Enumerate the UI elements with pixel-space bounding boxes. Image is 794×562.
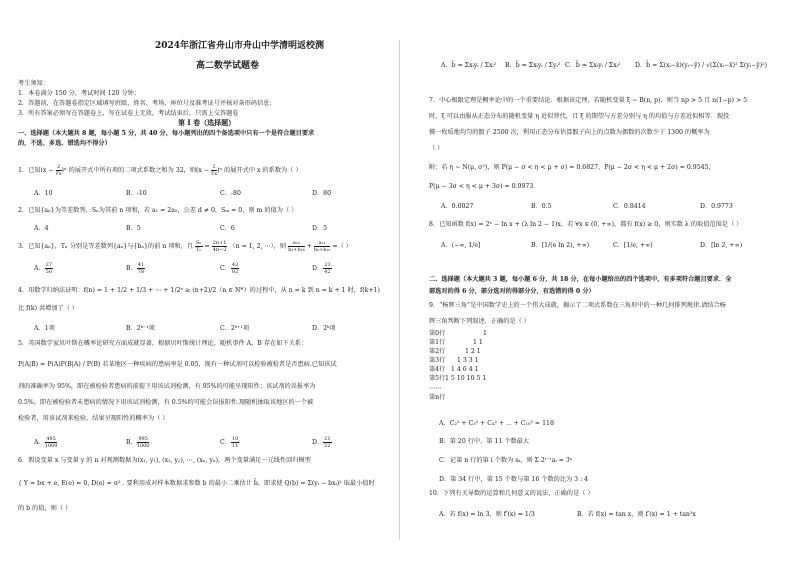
q2-option-d: D．5 xyxy=(312,225,328,232)
q3-option-c: C． $\frac{43}{82}$ xyxy=(220,262,239,275)
notice-item-1: 1．本卷满分 150 分，考试时间 120 分钟； xyxy=(18,90,141,97)
q5-option-a: A． $\frac{495}{1000}$ xyxy=(34,436,58,449)
page-subtitle: 高二数学试题卷 xyxy=(196,61,260,71)
q5-line-5: 检验者，用该试剂来检验，结果呈现阳性的概率为（ ） xyxy=(18,415,169,422)
q5-option-c: C． $\frac{10}{11}$ xyxy=(220,436,239,449)
row-label-5: 第5行 xyxy=(429,375,446,382)
row-label-n: 第n行 xyxy=(429,394,446,401)
q2-option-c: C．6 xyxy=(220,225,235,232)
notice-item-3: 3．所有答案必须写在答题卷上，写在试卷上无效，考试结束后，只需上交答题卷 xyxy=(18,110,239,117)
q1-option-a: A．10 xyxy=(34,190,53,197)
part-title: 第 I 卷（选择题） xyxy=(178,118,236,127)
row-ellipsis: ⋯⋯ xyxy=(429,385,442,392)
q9-line-1: 9．“杨辉三角”是中国数学史上的一个伟大成就，揭示了二项式系数在三角形中的一种几何排列规律.请结合杨 xyxy=(429,302,726,309)
section2-heading-2: 部选对的得 6 分，部分选对的得部分分，有选错的得 0 分） xyxy=(429,288,595,295)
q6-line-1: 6．假设变量 x 与变量 y 的 n 对观测数据为(x₁, y₁), (x₂, y₂), ⋯, (xₙ, yₙ)，两个变量满足一元线性回归模型 xyxy=(18,457,311,464)
q9-line-2: 辉三角判断下列叙述，正确的是（ ） xyxy=(429,318,530,325)
q8-option-c: C．[1/e, +∞) xyxy=(613,242,653,249)
q10-stem: 10．下列有关导数的运算和几何意义的说法，正确的是（ ） xyxy=(429,490,594,497)
q9-option-a: A．C₂² + C₃² + C₄² + ⋯ + C₁₀² = 118 xyxy=(439,420,554,427)
q6-option-b: B．b̂ = Σxᵢyᵢ / Σyᵢ² xyxy=(505,62,561,69)
triangle-row-3: 1 3 3 1 xyxy=(457,357,479,364)
q4-stem-line2: 比 f(k) 共增加了（ ） xyxy=(18,305,79,312)
q3-option-a: A． $\frac{27}{50}$ xyxy=(34,262,53,275)
left-column xyxy=(0,0,395,562)
q6-option-c: C．b̂ = Σxᵢyᵢ / Σxᵢ² xyxy=(565,62,621,69)
triangle-row-1: 1 1 xyxy=(473,339,483,346)
triangle-row-5: 1 5 10 10 5 1 xyxy=(445,375,487,382)
right-column xyxy=(405,0,794,562)
q7-option-a: A．0.0027 xyxy=(441,203,474,210)
q7-option-d: D．0.9773 xyxy=(700,203,733,210)
q1-option-d: D．80 xyxy=(312,190,332,197)
q9-option-b: B．第 20 行中，第 11 个数最大 xyxy=(439,438,530,445)
q8-stem: 8．已知函数 f(x) = 2ˣ − ln x + (λ ln 2 − 1)x，若 ∀x ∈ (0, +∞)，都有 f(x) ≥ 0，则实数 λ 的取值范围是（ ） xyxy=(429,221,743,228)
column-divider xyxy=(399,40,400,540)
q6-option-d: D．b̂ = Σ(xᵢ−x̄)(yᵢ−ȳ) / √(Σ(xᵢ−x̄)² Σ(yᵢ−ȳ)²) xyxy=(635,62,768,69)
q4-option-d: D．2ᵏ项 xyxy=(312,325,336,332)
q7-note-1: 附：若 η ~ N(μ, σ²)，则 P(μ − σ < η < μ + σ) ≈ 0.6827，P(μ − 2σ < η < μ + 2σ) ≈ 0.9545， xyxy=(429,164,715,171)
q9-option-d: D．第 34 行中，第 15 个数与第 16 个数的比为 3 : 4 xyxy=(439,476,589,483)
row-label-2: 第2行 xyxy=(429,348,446,355)
q7-option-b: B．0.5 xyxy=(531,203,552,210)
q10-option-a: A．若 f(x) = ln 3，则 f′(x) = 1/3 xyxy=(439,511,535,518)
q6-line-3: 的 b 的值，则（ ） xyxy=(18,505,72,512)
notice-heading: 考生须知： xyxy=(18,80,49,87)
q2-stem: 2．已知{aₙ}为等差数列，Sₙ为其前 n 项和，若 a₁ = 2a₅，公差 d ≠ 0，Sₘ = 0，则 m 的值为（ ） xyxy=(18,207,298,214)
q7-line-4: （ ） xyxy=(429,145,444,152)
q8-option-d: D．[ln 2, +∞) xyxy=(700,242,743,249)
q7-note-2: P(μ − 3σ < η < μ + 3σ) ≈ 0.9973． xyxy=(429,183,540,190)
q1-stem: 1．已知(x − $\frac{2}{∛x}$ )ⁿ 的展开式中所有项的二项式系数之和为 32，则(x − $\frac{2}{∛x}$ )ⁿ 的展开式中 x 的系数为（ ） xyxy=(18,164,302,177)
q7-line-1: 7．中心极限定理是概率论中的一个重要结论．根据该定理，若随机变量 ξ ~ B(n, p)，则当 np > 5 且 n(1−p) > 5 xyxy=(429,97,748,104)
q7-line-2: 时，ξ 可以由服从正态分布的随机变量 η 近似替代，且 ξ 的期望与方差分别与 η 的均值与方差近似相等．现投 xyxy=(429,113,730,120)
q5-line-4: 0.5%，即在被检验者未患病的情况下用该试剂检测，有 0.5%的可能会误报阳性.现随机抽取该地区的一个被 xyxy=(18,399,314,406)
q4-option-c: C．2ᵏ⁺¹项 xyxy=(220,325,250,332)
q2-option-a: A．4 xyxy=(34,225,49,232)
section1-heading-1: 一、选择题（本大题共 8 题，每小题 5 分，共 40 分，每小题列出的四个备选项中只有一个是符合题目要求 xyxy=(18,130,315,137)
q6-line-2: { Y = bx + e, E(e) = 0, D(e) = σ² . 要利用成对样本数据求参数 b 的最小二乘估计 b̂，即求使 Q(b) = Σ(yᵢ − bxᵢ)² 取最小值时 xyxy=(18,480,375,487)
section2-heading-1: 二、选择题（本大题共 3 题，每小题 6 分，共 18 分，在每小题给出的四个选项中，有多项符合题目要求．全 xyxy=(429,276,732,283)
q4-option-b: B．2ᵏ⁻¹项 xyxy=(126,325,155,332)
triangle-row-0: 1 xyxy=(483,330,487,337)
q3-option-d: D． $\frac{23}{42}$ xyxy=(312,262,331,275)
triangle-row-2: 1 2 1 xyxy=(465,348,481,355)
q6-option-a: A．b̂ = Σxᵢyᵢ / Σxᵢ² xyxy=(441,62,497,69)
q9-option-c: C．记第 n 行的第 i 个数为 aᵢ，则 Σ 2ⁱ⁻¹aᵢ = 3ⁿ xyxy=(439,457,573,464)
q5-line-2: P(A|B) = P(A)P(B|A) / P(B) 若某地区一种疾病的患病率是 0.05，现有一种试剂可以检验被检者是否患病.已知该试 xyxy=(18,361,337,368)
row-label-3: 第3行 xyxy=(429,357,446,364)
row-label-1: 第1行 xyxy=(429,339,446,346)
q1-option-c: C．-80 xyxy=(220,190,241,197)
q10-option-b: B．若 f(x) = tan x，则 f′(x) = 1 + tan²x xyxy=(577,511,696,518)
q8-option-a: A．(−∞, 1/e] xyxy=(441,242,481,249)
q3-stem: 3．已知{aₙ}，Tₙ 分别是等差数列{aₙ}与{bₙ}的前 n 项和，且 $\frac{\text{Sₙ}}{\text{Tₙ}}$ = $\frac{2n+1}{4n-2}$ （n = 1, 2, ⋯），则 $\frac{\text{a₁₀}}{\text{b₃+b₁₈}}$ + $\frac{\text{a₁₁}}{\text{b₆+b₁₅}}$ =（ ） xyxy=(18,240,352,253)
q3-option-b: B． $\frac{41}{78}$ xyxy=(126,262,145,275)
q5-option-b: B． $\frac{995}{1000}$ xyxy=(126,436,150,449)
q8-option-b: B．[1/(e ln 2), +∞) xyxy=(531,242,590,249)
notice-item-2: 2．答题前，在答题卷指定区域填写班级、姓名、考场、座位号及准考证号并核对条形码信息； xyxy=(18,100,276,107)
page-title: 2024年浙江省舟山市舟山中学清明返校测 xyxy=(155,41,325,51)
section1-heading-2: 的，不选、多选、错选均不得分） xyxy=(18,140,111,147)
row-label-0: 第0行 xyxy=(429,330,446,337)
q5-option-d: D． $\frac{21}{22}$ xyxy=(312,436,331,449)
q2-option-b: B．5 xyxy=(126,225,141,232)
q7-line-3: 掷一枚质地均匀的骰子 2500 次，利用正态分布估算骰子向上的点数为偶数的次数少于 1300 的概率为 xyxy=(429,129,710,136)
triangle-row-4: 1 4 6 4 1 xyxy=(451,366,479,373)
row-label-4: 第4行 xyxy=(429,366,446,373)
q5-line-3: 剂的准确率为 95%，即在被检验者患病的前提下用该试剂检测，有 95%的可能呈现阳性；该试剂的误报率为 xyxy=(18,383,316,390)
q7-option-c: C．0.8414 xyxy=(613,203,646,210)
q4-stem-line1: 4．用数学归纳法证明：f(n) = 1 + 1/2 + 1/3 + ⋯ + 1/2ⁿ ≥ (n+2)/2（n ∈ N*）的过程中，从 n = k 到 n = k + 1 时，f(k+1) xyxy=(18,287,380,294)
q5-line-1: 5．英国数学家贝叶斯在概率论研究方面成就显著，根据贝叶斯统计理论，随机事件 A，B 存在如下关系： xyxy=(18,340,308,347)
q4-option-a: A．1项 xyxy=(34,325,55,332)
q1-option-b: B．-10 xyxy=(126,190,147,197)
